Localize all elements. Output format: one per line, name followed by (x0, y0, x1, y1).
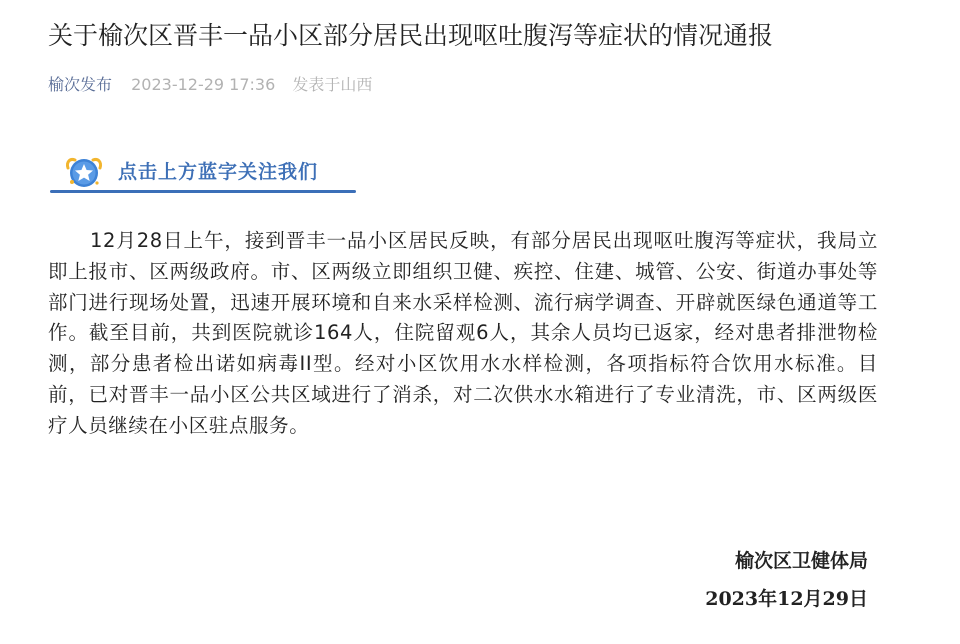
article-meta (48, 72, 372, 98)
signature-date: 2023年12月29日 (705, 588, 868, 610)
publish-time: 2023-12-29 17:36 (131, 75, 276, 94)
publish-location: 发表于山西 (292, 75, 373, 94)
article-title: 关于榆次区晋丰一品小区部分居民出现呕吐腹泻等症状的情况通报 (48, 21, 774, 50)
follow-banner[interactable] (48, 148, 360, 198)
signature-organization: 榆次区卫健体局 (734, 550, 868, 572)
star-badge-icon (64, 152, 104, 192)
account-name-link[interactable]: 榆次发布 (48, 75, 113, 94)
article-body: 12月28日上午，接到晋丰一品小区居民反映，有部分居民出现呕吐腹泻等症状，我局立即上报市、区两级政府。市、区两级立即组织卫健、疾控、住建、城管、公安、街道办事处等部门进行现场处置，迅速开展环境和自来水采样检测、流行病学调查、开辟就医绿色通道等工作。截至目前，共到医院就诊164人，住院留观6人，其余人员均已返家，经对患者排泄物检测，部分患者检出诺如病毒II型。经对小区饮用水水样检测，各项指标符合饮用水标准。目前，已对晋丰一品小区公共区域进行了消杀，对二次供水水箱进行了专业清洗，市、区两级医疗人员继续在小区驻点服务。 (48, 229, 878, 437)
follow-prompt-label: 点击上方蓝字关注我们 (118, 161, 319, 183)
